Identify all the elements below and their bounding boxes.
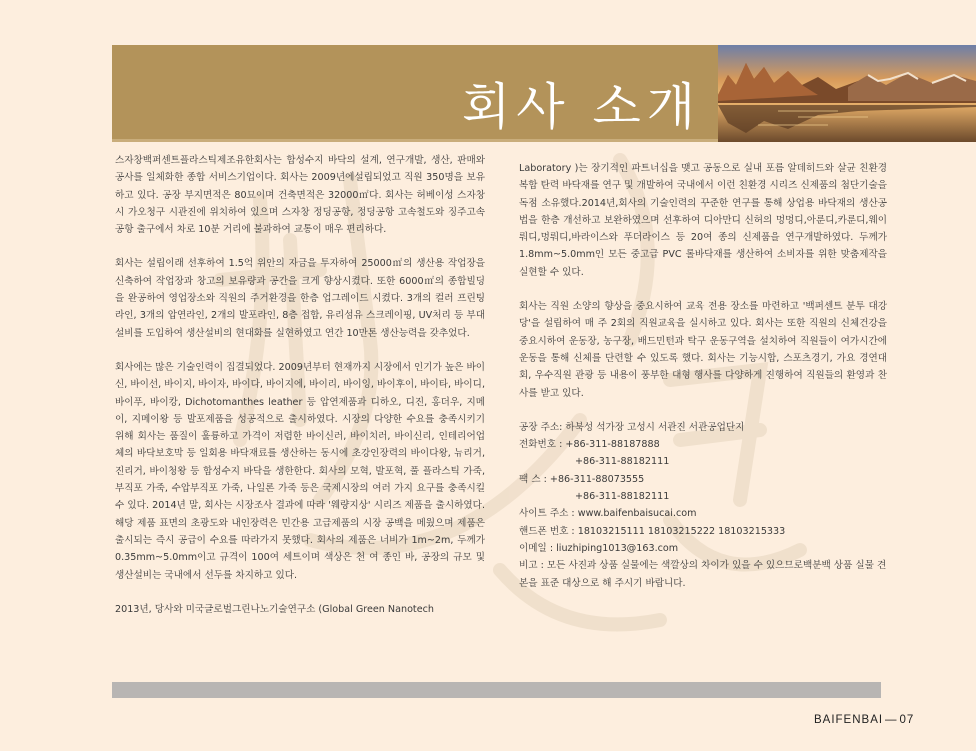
contact-block: [519, 419, 887, 592]
website-address: 사이트 주소 : www.baifenbaisucai.com: [519, 508, 697, 520]
fax-number: 팩 스 : +86-311-88073555: [519, 473, 645, 485]
factory-address: 공장 주소: 하북성 석가장 고성시 서관진 서관공업단지: [519, 421, 745, 433]
footer-bar: [112, 682, 881, 698]
phone-number: 전화번호 : +86-311-88187888: [519, 439, 660, 451]
note-text: 비고 : 모든 사진과 상품 실물에는 색깔상의 차이가 있을 수 있으므로백분백 상품 실물 견본을 표준 대상으로 해 주시기 바랍니다.: [519, 560, 887, 589]
products-paragraph: 회사에는 많은 기술인력이 집결되었다. 2009년부터 현재까지 시장에서 인기가 높은 바이신, 바이선, 바이지, 바이자, 바이다, 바이지에, 바이리, 바이잉, 바이후이, 바이타, 바이디, 바이푸, 바이캉, Dichotomanthes leather 등 압연제품과 디하오, 디진, 홍더우, 지메이, 지메이왕 등 발포제품을 성공적으로 출시하였다. 시장의 다양한 수요를 충족시키기 위해 회사는 품질이 훌륭하고 가격이 저렴한 바이신러, 바이치러, 바이신리, 인테리어업체의 바닥보호막 등 일회용 바닥재료를 생산하는 동시에 초강인장력의 바이다왕, 뉴리거, 진리거, 바이청왕 등 합성수지 바닥을 생한한다. 회사의 모혁, 발포혁, 풀 플라스틱 가죽, 부직포 가죽, 수압부직포 가죽, 나일론 가죽 등은 국제시장의 여러 가지 요구를 충족시킬 수 있다. 2014년 말, 회사는 시장조사 결과에 따라 '웨량지상' 시리즈 제품을 출시하였다. 해당 제품 표면의 초광도와 내인장력은 민간용 고급제품의 시장 공백을 메웠으며 제품은 출시되는 즉시 공급이 수요를 따라가지 못했다. 회사의 제품은 너비가 1m~2m, 두께가 0.35mm~5.0mm이고 규격이 100여 세트이며 색상은 천 여 종인 바, 공장의 규모 및 생산설비는 국내에서 선두를 차지하고 있다.: [115, 361, 486, 581]
left-column: [115, 152, 485, 618]
employees-paragraph: 회사는 직원 소양의 향상을 중요시하여 교육 전용 장소를 마련하고 '백퍼센트 분투 대강당'을 설립하여 매 주 2회의 직원교육을 실시하고 있다. 회사는 또한 직원의 신체건강을 중요시하여 운동장, 농구장, 배드민턴과 탁구 운동구역을 설치하여 직원들이 여가시간에 운동을 통해 신체를 단련할 수 있도록 했다. 회사는 기능시합, 스포츠경기, 가요 경연대회, 우수직원 관광 등 내용이 풍부한 대형 행사를 다양하게 진행하여 직원들의 환영과 찬사를 받고 있다.: [519, 301, 887, 399]
facilities-paragraph: 회사는 설립이래 선후하여 1.5억 위안의 자금을 투자하여 25000㎡의 생산용 작업장을 신축하여 작업장과 창고의 보유량과 공간을 크게 향상시켰다. 또한 6000㎡의 종합빌딩을 완공하여 영업장소와 직원의 주거환경을 한층 업그레이드 시켰다. 3개의 컬러 프린팅 라인, 3개의 압연라인, 2개의 발포라인, 8층 접합, 유리섬유 스크레이핑, UV처리 등 부대설비를 도입하여 생산설비의 현대화를 실현하였고 연간 10만톤 생산능력을 갖추었다.: [115, 258, 485, 339]
mobile-numbers: 핸드폰 번호 : 18103215111 18103215222 18103215333: [519, 525, 786, 537]
partnership-continued-paragraph: Laboratory )는 장기적인 파트너십을 맺고 공동으로 실내 포름 알데히드와 살균 친환경 복합 탄력 바닥재를 연구 및 개발하여 국내에서 이런 친환경 시리즈 신제품의 첨단기술을 독점 소유했다.2014년,회사의 기술인력의 꾸준한 연구를 통해 상업용 바닥재의 생산공법을 한층 개선하고 보완하였으며 선후하여 디아만디 신허의 멍멍디,아룬디,카룬디,웨이뤄디,멍뤄디,바라이스와 푸더라이스 등 20여 종의 신제품을 연구개발하였다. 두께가 1.8mm~5.0mm인 모든 중고급 PVC 롤바닥재를 생산하여 소비자를 위한 맞춤제작을 실현할 수 있다.: [519, 163, 887, 278]
fax-number-secondary: +86-311-88182111: [575, 491, 670, 503]
page-number-label: BAIFENBAI — 07: [814, 714, 915, 726]
header-landscape-photo: [718, 45, 976, 142]
phone-number-secondary: +86-311-88182111: [575, 456, 670, 468]
right-column: [519, 160, 887, 592]
email-address: 이메일 : liuzhiping1013@163.com: [519, 542, 679, 554]
partnership-paragraph: 2013년, 당사와 미국글로벌그린나노기술연구소 (Global Green Nanotech: [115, 603, 434, 615]
intro-paragraph: 스자창백퍼센트플라스틱제조유한회사는 합성수지 바닥의 설계, 연구개발, 생산, 판매와 공사를 일체화한 종합 서비스기업이다. 회사는 2009년에설립되었고 직원 350명을 보유하고 있다. 공장 부지면적은 80묘이며 건축면적은 32000㎡다. 회사는 허베이성 스자창시 가오청구 시관진에 위치하여 있으며 스자창 정딩공항, 정딩공항 고속철도와 징주고속공항 출구에서 차로 10분 거리에 불과하여 교통이 매우 편리하다.: [115, 155, 485, 236]
page-title: 회사 소개: [462, 78, 702, 136]
